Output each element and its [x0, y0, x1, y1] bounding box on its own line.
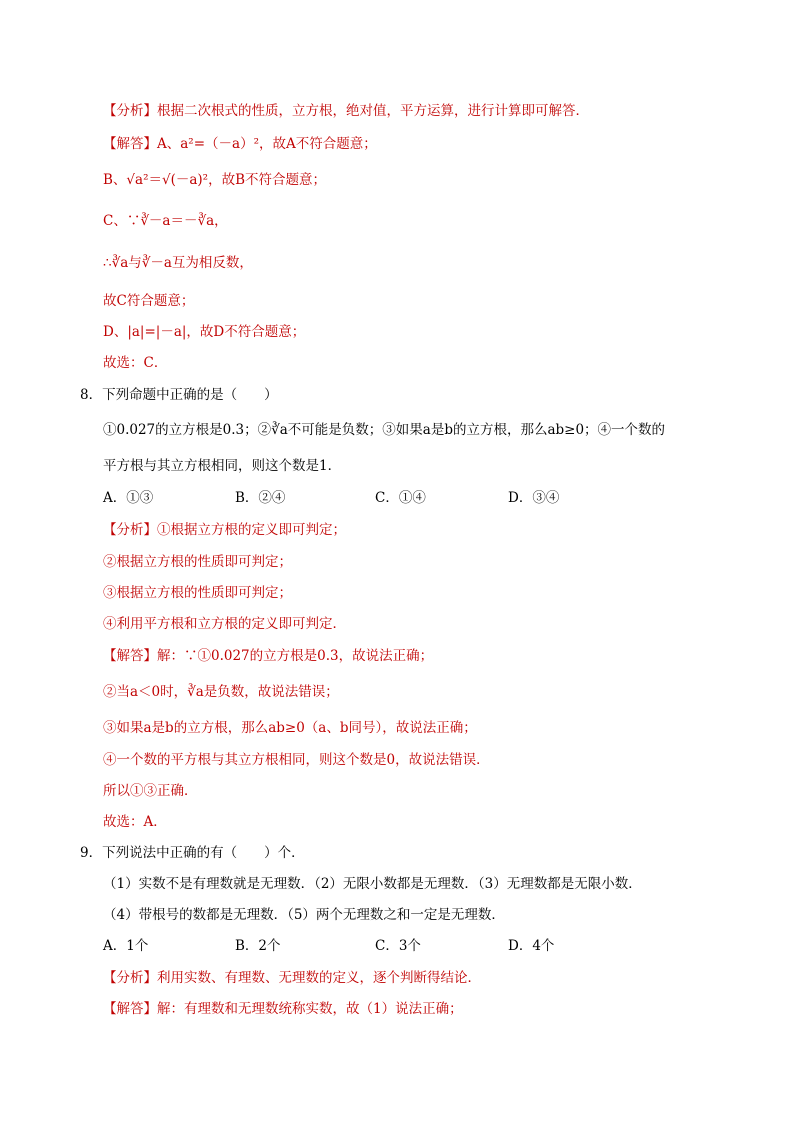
- answer-text: 解：∵①0.027的立方根是0.3，故说法正确；: [157, 648, 434, 664]
- analysis-text: 利用实数、有理数、无理数的定义，逐个判断得结论．: [157, 970, 481, 986]
- q8-answer-5: 所以①③正确．: [103, 783, 198, 799]
- q9-question: 9．下列说法中正确的有（ ）个．: [80, 845, 305, 861]
- q8-statement-1: ①0.027的立方根是0.3；②∛a不可能是负数；③如果a是b的立方根，那么ab≥0；④一个数的: [103, 422, 666, 438]
- q8-analysis-3: ③根据立方根的性质即可判定；: [103, 585, 292, 601]
- answer-tag: 【解答】: [103, 136, 157, 152]
- q8-answer-1: [103, 646, 433, 666]
- q7-answer-c2: ∴∛a与∛－a互为相反数，: [103, 255, 253, 271]
- answer-tag: 【解答】: [103, 648, 157, 664]
- q9-statement-1: （1）实数不是有理数就是无理数．（2）无限小数都是无理数．（3）无理数都是无限小数．: [103, 876, 642, 892]
- q8-choice: 故选：A．: [103, 814, 167, 830]
- q9-option-c: C．3个: [375, 938, 421, 954]
- q8-answer-4: ④一个数的平方根与其立方根相同，则这个数是0，故说法错误．: [103, 752, 490, 768]
- q9-statement-2: （4）带根号的数都是无理数．（5）两个无理数之和一定是无理数．: [103, 907, 505, 923]
- analysis-tag: 【分析】: [103, 103, 157, 119]
- q8-analysis-2: ②根据立方根的性质即可判定；: [103, 554, 292, 570]
- analysis-tag: 【分析】: [103, 970, 157, 986]
- answer-text: 解：有理数和无理数统称实数，故（1）说法正确；: [157, 1001, 463, 1017]
- q8-option-b: B．②④: [235, 490, 286, 506]
- q8-analysis-4: ④利用平方根和立方根的定义即可判定．: [103, 616, 346, 632]
- q9-answer-1: [103, 999, 463, 1019]
- q9-analysis: [103, 968, 481, 988]
- q8-option-a: A．①③: [103, 490, 154, 506]
- q7-choice: 故选：C．: [103, 355, 168, 371]
- q7-analysis: [103, 101, 589, 121]
- answer-a: A、a²=（－a）²，故A不符合题意；: [157, 136, 377, 152]
- q8-option-d: D．③④: [508, 490, 560, 506]
- q8-question: 8．下列命题中正确的是（ ）: [80, 387, 278, 403]
- q7-answer-b: B、√a²＝√(－a)²，故B不符合题意；: [103, 172, 327, 188]
- q7-answer-c1: C、∵∛－a＝－∛a，: [103, 213, 228, 229]
- q8-answer-2: ②当a＜0时，∛a是负数，故说法错误；: [103, 684, 339, 700]
- analysis-text: ①根据立方根的定义即可判定；: [157, 522, 346, 538]
- q9-option-d: D．4个: [508, 938, 555, 954]
- q7-answer-c3: 故C符合题意；: [103, 293, 195, 309]
- analysis-tag: 【分析】: [103, 522, 157, 538]
- q8-option-c: C．①④: [375, 490, 426, 506]
- q8-answer-3: ③如果a是b的立方根，那么ab≥0（a、b同号），故说法正确；: [103, 720, 477, 736]
- answer-tag: 【解答】: [103, 1001, 157, 1017]
- q7-answer-a: [103, 134, 377, 154]
- q9-option-b: B．2个: [235, 938, 281, 954]
- analysis-text: 根据二次根式的性质，立方根，绝对值，平方运算，进行计算即可解答．: [157, 103, 589, 119]
- q7-answer-d: D、|a|=|－a|，故D不符合题意；: [103, 324, 306, 340]
- q9-option-a: A．1个: [103, 938, 149, 954]
- q8-statement-2: 平方根与其立方根相同，则这个数是1．: [103, 458, 342, 474]
- q8-analysis-1: [103, 520, 346, 540]
